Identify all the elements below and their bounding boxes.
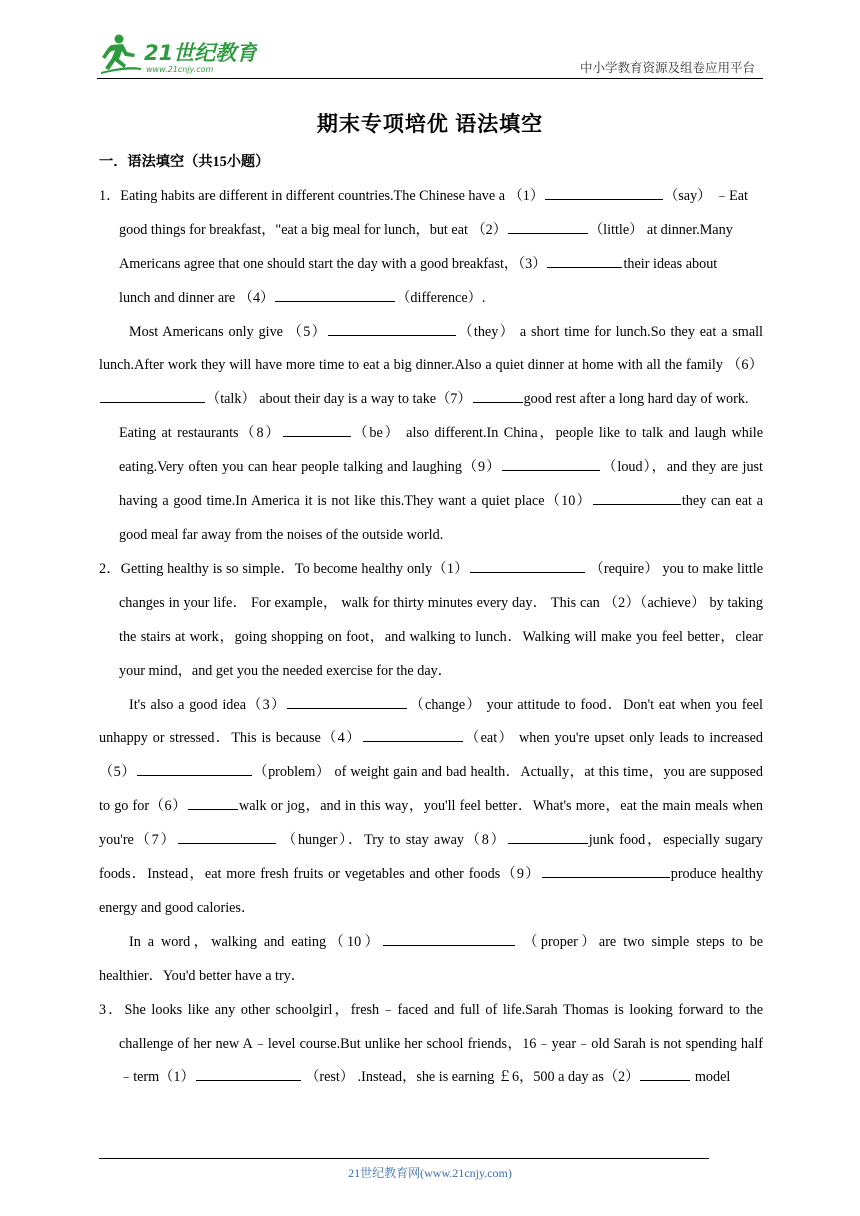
- blank[interactable]: [275, 287, 395, 302]
- blank[interactable]: [545, 185, 663, 200]
- question-1-intro: 1．Eating habits are different in different countries.The Chinese have a （1） （say） ﹣Eat good things for breakfast，"eat a big meal for lunch，but eat （2） （little） at dinner.Many Americans agree that one should start the day with a good breakfast，（3） their ideas about lunch and dinner are （4） （difference）.: [99, 180, 763, 316]
- blank[interactable]: [383, 931, 515, 946]
- 21cnjy-logo: [97, 32, 257, 76]
- svg-text:21世纪教育: 21世纪教育: [144, 41, 257, 65]
- blank[interactable]: [137, 761, 252, 776]
- question-1-paragraph-2: Most Americans only give （5） （they） a short time for lunch.So they eat a small lunch.After work they will have more time to eat a big dinner.Also a quiet dinner at home with all the family （6）（talk） about their day is a way to take（7） good rest after a long hard day of work.: [99, 316, 763, 418]
- footer-divider: [99, 1158, 709, 1159]
- question-2-paragraph-3: In a word，walking and eating（10） （proper）are two simple steps to be healthier．You'd better have a try．: [99, 926, 763, 994]
- blank[interactable]: [283, 422, 351, 437]
- blank[interactable]: [363, 727, 463, 742]
- question-1-paragraph-3: Eating at restaurants（8） （be） also different.In China，people like to talk and laugh while eating.Very often you can hear people talking and laughing（9） （loud），and they are just having a good time.In America it is not like this.They want a quiet place（10） they can eat a good meal far away from the noises of the outside world.: [99, 417, 763, 553]
- blank[interactable]: [508, 219, 588, 234]
- blank[interactable]: [547, 253, 622, 268]
- question-2-intro: 2．Getting healthy is so simple．To become healthy only（1） （require） you to make little changes in your life． For example， walk for thirty minutes every day． This can （2）（achieve） by taking the stairs at work，going shopping on foot，and walking to lunch．Walking will make you feel better，clear your mind，and get you the needed exercise for the day．: [99, 553, 763, 689]
- blank[interactable]: [196, 1066, 301, 1081]
- blank[interactable]: [473, 388, 523, 403]
- question-2-paragraph-2: It's also a good idea（3） （change） your attitude to food．Don't eat when you feel unhappy or stressed．This is because（4） （eat） when you're upset only leads to increased （5） （problem） of weight gain and bad health．Actually，at this time，you are supposed to go for（6） walk or jog，and in this way，you'll feel better．What's more，eat the main meals when you're（7） （hunger）．Try to stay away（8） junk food，especially sugary foods．Instead，eat more fresh fruits or vegetables and other foods（9） produce healthy energy and good calories．: [99, 689, 763, 926]
- blank[interactable]: [287, 694, 407, 709]
- question-3-intro: 3．She looks like any other schoolgirl，fresh﹣faced and full of life.Sarah Thomas is looking forward to the challenge of her new A﹣level course.But unlike her school friends，16﹣year﹣old Sarah is not spending half﹣term（1） （rest） .Instead，she is earning ￡6，500 a day as（2） model: [99, 1001, 763, 1086]
- blank[interactable]: [470, 558, 585, 573]
- blank[interactable]: [100, 388, 205, 403]
- page-header: [97, 30, 763, 79]
- blank[interactable]: [502, 456, 600, 471]
- blank[interactable]: [593, 490, 681, 505]
- svg-text:www.21cnjy.com: www.21cnjy.com: [146, 65, 214, 74]
- footer-link[interactable]: 21世纪教育网(www.21cnjy.com): [348, 1166, 512, 1180]
- section-heading: 一．语法填空（共15小题）: [99, 154, 270, 170]
- platform-name: 中小学教育资源及组卷应用平台: [579, 61, 755, 75]
- blank[interactable]: [328, 321, 456, 336]
- blank[interactable]: [542, 863, 670, 878]
- document-body: [99, 146, 763, 1095]
- blank[interactable]: [178, 829, 276, 844]
- blank[interactable]: [508, 829, 588, 844]
- blank[interactable]: [188, 795, 238, 810]
- blank[interactable]: [640, 1066, 690, 1081]
- page-title: 期末专项培优 语法填空: [316, 112, 544, 136]
